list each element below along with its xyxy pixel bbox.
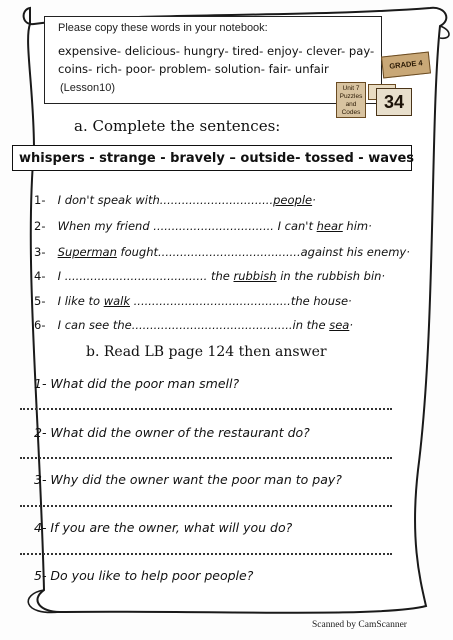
sentence-text: against his enemy· [300,245,410,259]
grade-badge: GRADE 4 [381,52,431,79]
sentence-text: · [312,193,316,207]
vocabulary-line-2: coins- rich- poor- problem- solution- fair- unfair [58,62,329,76]
underlined-word: hear [316,219,343,233]
sentence-text: I can see the [57,318,132,332]
sentence-1 [34,193,316,207]
question-5: 5- Do you like to help poor people? [34,568,254,583]
sentence-6 [34,318,353,332]
sentence-text: · [349,318,353,332]
word-bank: whispers - strange - bravely – outside- tossed - waves [12,145,412,171]
sentence-text: I can't [273,219,317,233]
vocabulary-words [58,42,388,78]
sentence-4 [34,269,385,283]
sentence-number: 6- [34,318,46,332]
sentence-text: I like to [57,294,104,308]
sentence-number: 3- [34,245,46,259]
sentence-text: the [207,269,234,283]
answer-blank[interactable]: ................................. [153,219,274,233]
underlined-word: Superman [57,245,117,259]
sentence-5 [34,294,352,308]
underlined-word: sea [329,318,350,332]
sentence-text: the house· [290,294,352,308]
question-2: 2- What did the owner of the restaurant do? [34,425,310,440]
unit-badge: Unit 7 Puzzles and Codes [336,82,366,118]
answer-line-3[interactable] [20,505,392,507]
underlined-word: people [273,193,313,207]
sentence-text: fought [116,245,159,259]
sentence-text: When my friend [57,219,154,233]
sentence-text: I [57,269,65,283]
section-a-title: a. Complete the sentences: [74,117,281,135]
page-number-badge: 34 [376,88,412,116]
question-3: 3- Why did the owner want the poor man to pay? [34,472,342,487]
answer-blank[interactable]: ....................................... [64,269,208,283]
answer-line-2[interactable] [20,457,392,459]
answer-line-1[interactable] [20,408,392,410]
sentence-number: 2- [34,219,46,233]
section-b-title: b. Read LB page 124 then answer [86,344,327,360]
answer-blank[interactable]: ............................... [159,193,274,207]
scanner-watermark: Scanned by CamScanner [312,620,407,630]
sentence-2 [34,219,372,233]
question-1: 1- What did the poor man smell? [34,376,240,391]
sentence-number: 1- [34,193,46,207]
sentence-number: 4- [34,269,46,283]
sentence-text: I don't speak with [57,193,160,207]
sentence-3 [34,245,410,259]
copy-instruction: Please copy these words in your notebook: [58,22,268,34]
question-4: 4- If you are the owner, what will you do? [34,520,293,535]
underlined-word: walk [103,294,130,308]
vocabulary-line-1: expensive- delicious- hungry- tired- enjoy- clever- pay- [58,44,375,58]
lesson-label: (Lesson10) [60,82,116,94]
sentence-text: him· [342,219,372,233]
answer-line-4[interactable] [20,553,392,555]
underlined-word: rubbish [233,269,277,283]
answer-blank[interactable]: ....................................... [158,245,301,259]
sentence-number: 5- [34,294,46,308]
sentence-text: in the [292,318,330,332]
answer-blank[interactable]: ............................................ [131,318,293,332]
sentence-text: in the rubbish bin· [276,269,386,283]
answer-blank[interactable]: ........................................... [130,294,291,308]
